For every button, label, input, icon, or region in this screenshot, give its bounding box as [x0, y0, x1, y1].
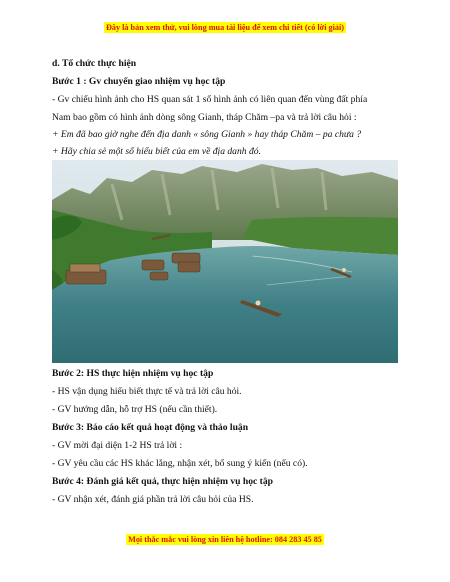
step3-line2: - GV yêu cầu các HS khác lắng, nhận xét, bổ sung ý kiến (nếu có). [52, 458, 308, 469]
step2-heading: Bước 2: HS thực hiện nhiệm vụ học tập [52, 368, 214, 379]
step1-line2: Nam bao gồm có hình ảnh dòng sông Gianh, tháp Chăm –pa và trả lời câu hỏi : [52, 112, 357, 123]
river-landscape-photo [52, 160, 398, 363]
step4-heading: Bước 4: Đánh giá kết quả, thực hiện nhiệm vụ học tập [52, 476, 273, 487]
step1-question2: + Hãy chia sẻ một số hiểu biết của em về địa danh đó. [52, 146, 261, 157]
step2-line2: - GV hướng dẫn, hỗ trợ HS (nếu cần thiết). [52, 404, 218, 415]
step4-line1: - GV nhận xét, đánh giá phần trả lời câu hỏi của HS. [52, 494, 254, 505]
step1-question1: + Em đã bao giờ nghe đến địa danh « sông Gianh » hay tháp Chăm – pa chưa ? [52, 129, 362, 140]
step2-line1: - HS vận dụng hiểu biết thực tế và trả lời câu hỏi. [52, 386, 242, 397]
preview-banner: Đây là bản xem thử, vui lòng mua tài liệu để xem chi tiết (có lời giải) [105, 23, 345, 32]
step1-line1: - Gv chiếu hình ảnh cho HS quan sát 1 số hình ảnh có liên quan đến vùng đất phía [52, 94, 368, 105]
step1-heading: Bước 1 : Gv chuyển giao nhiệm vụ học tập [52, 76, 226, 87]
step3-heading: Bước 3: Báo cáo kết quả hoạt động và thảo luận [52, 422, 249, 433]
step3-line1: - GV mời đại diện 1-2 HS trả lời : [52, 440, 183, 451]
section-heading: d. Tổ chức thực hiện [52, 58, 137, 69]
hotline-banner: Mọi thắc mắc vui lòng xin liên hệ hotline: 084 283 45 85 [128, 535, 322, 544]
